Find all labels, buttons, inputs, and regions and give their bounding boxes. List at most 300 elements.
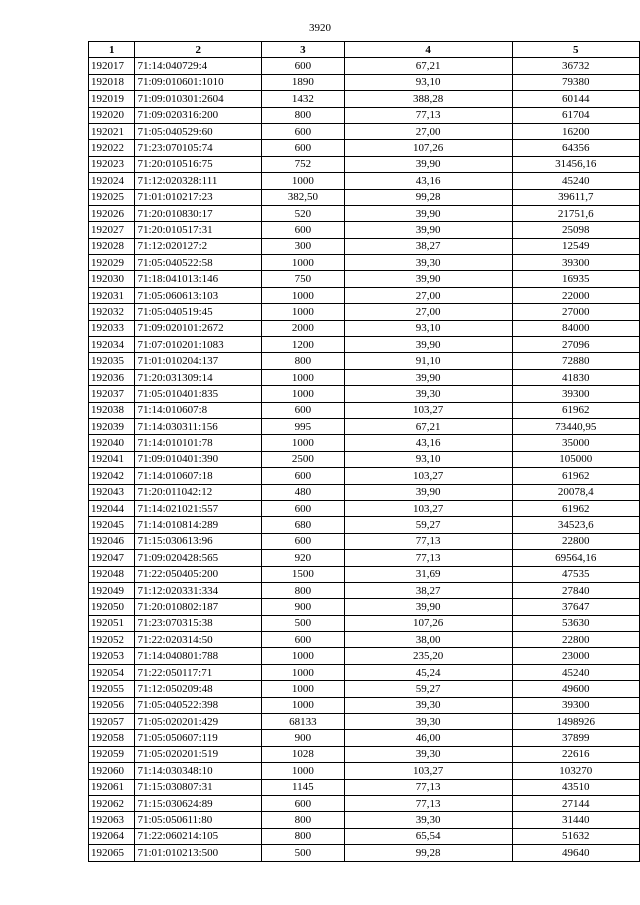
table-row [89, 484, 640, 500]
amount-value-cell: 22800 [512, 632, 639, 648]
table-row [89, 730, 640, 746]
rate-value-cell: 39,90 [344, 484, 512, 500]
amount-value-cell: 61962 [512, 402, 639, 418]
area-value-cell: 1000 [262, 664, 344, 680]
rate-value-cell: 99,28 [344, 189, 512, 205]
record-number-cell: 192026 [89, 205, 135, 221]
column-header-3: 3 [262, 42, 344, 58]
table-row [89, 304, 640, 320]
cadastral-number-cell: 71:14:010607:18 [135, 468, 262, 484]
cadastral-number-cell: 71:01:010204:137 [135, 353, 262, 369]
amount-value-cell: 37899 [512, 730, 639, 746]
rate-value-cell: 77,13 [344, 107, 512, 123]
rate-value-cell: 39,30 [344, 697, 512, 713]
rate-value-cell: 388,28 [344, 91, 512, 107]
cadastral-number-cell: 71:09:010301:2604 [135, 91, 262, 107]
record-number-cell: 192032 [89, 304, 135, 320]
amount-value-cell: 35000 [512, 435, 639, 451]
cadastral-number-cell: 71:09:020316:200 [135, 107, 262, 123]
rate-value-cell: 99,28 [344, 845, 512, 861]
area-value-cell: 1000 [262, 386, 344, 402]
cadastral-number-cell: 71:05:040519:45 [135, 304, 262, 320]
cadastral-number-cell: 71:05:010401:835 [135, 386, 262, 402]
record-number-cell: 192020 [89, 107, 135, 123]
cadastral-number-cell: 71:12:050209:48 [135, 681, 262, 697]
rate-value-cell: 39,30 [344, 812, 512, 828]
record-number-cell: 192021 [89, 123, 135, 139]
rate-value-cell: 39,90 [344, 156, 512, 172]
amount-value-cell: 61962 [512, 500, 639, 516]
record-number-cell: 192061 [89, 779, 135, 795]
rate-value-cell: 39,90 [344, 369, 512, 385]
cadastral-number-cell: 71:20:011042:12 [135, 484, 262, 500]
rate-value-cell: 27,00 [344, 304, 512, 320]
table-row [89, 369, 640, 385]
amount-value-cell: 49600 [512, 681, 639, 697]
record-number-cell: 192034 [89, 337, 135, 353]
cadastral-number-cell: 71:22:050405:200 [135, 566, 262, 582]
area-value-cell: 2000 [262, 320, 344, 336]
area-value-cell: 1000 [262, 369, 344, 385]
cadastral-number-cell: 71:20:010517:31 [135, 222, 262, 238]
amount-value-cell: 25098 [512, 222, 639, 238]
record-number-cell: 192056 [89, 697, 135, 713]
table-row [89, 451, 640, 467]
cadastral-number-cell: 71:05:040529:60 [135, 123, 262, 139]
amount-value-cell: 39611,7 [512, 189, 639, 205]
cadastral-number-cell: 71:15:030613:96 [135, 533, 262, 549]
rate-value-cell: 31,69 [344, 566, 512, 582]
table-row [89, 435, 640, 451]
table-row [89, 353, 640, 369]
cadastral-number-cell: 71:09:020428:565 [135, 550, 262, 566]
rate-value-cell: 77,13 [344, 550, 512, 566]
amount-value-cell: 72880 [512, 353, 639, 369]
record-number-cell: 192063 [89, 812, 135, 828]
cadastral-number-cell: 71:01:010213:500 [135, 845, 262, 861]
cadastral-number-cell: 71:09:010601:1010 [135, 74, 262, 90]
record-number-cell: 192036 [89, 369, 135, 385]
table-row [89, 107, 640, 123]
area-value-cell: 600 [262, 123, 344, 139]
amount-value-cell: 36732 [512, 58, 639, 74]
area-value-cell: 600 [262, 795, 344, 811]
record-number-cell: 192047 [89, 550, 135, 566]
area-value-cell: 1000 [262, 304, 344, 320]
column-header-4: 4 [344, 42, 512, 58]
record-number-cell: 192027 [89, 222, 135, 238]
area-value-cell: 600 [262, 500, 344, 516]
cadastral-number-cell: 71:22:050117:71 [135, 664, 262, 680]
area-value-cell: 800 [262, 353, 344, 369]
table-row [89, 238, 640, 254]
amount-value-cell: 1498926 [512, 714, 639, 730]
amount-value-cell: 39300 [512, 255, 639, 271]
rate-value-cell: 39,90 [344, 205, 512, 221]
table-row [89, 189, 640, 205]
cadastral-number-cell: 71:14:030311:156 [135, 418, 262, 434]
area-value-cell: 920 [262, 550, 344, 566]
record-number-cell: 192043 [89, 484, 135, 500]
table-row [89, 418, 640, 434]
table-row [89, 517, 640, 533]
amount-value-cell: 60144 [512, 91, 639, 107]
table-row [89, 123, 640, 139]
amount-value-cell: 105000 [512, 451, 639, 467]
area-value-cell: 1000 [262, 697, 344, 713]
rate-value-cell: 107,26 [344, 140, 512, 156]
record-number-cell: 192046 [89, 533, 135, 549]
table-row [89, 714, 640, 730]
table-row [89, 386, 640, 402]
rate-value-cell: 93,10 [344, 451, 512, 467]
record-number-cell: 192033 [89, 320, 135, 336]
amount-value-cell: 39300 [512, 697, 639, 713]
area-value-cell: 382,50 [262, 189, 344, 205]
record-number-cell: 192060 [89, 763, 135, 779]
table-row [89, 795, 640, 811]
area-value-cell: 500 [262, 615, 344, 631]
record-number-cell: 192031 [89, 287, 135, 303]
table-row [89, 582, 640, 598]
record-number-cell: 192042 [89, 468, 135, 484]
table-row [89, 402, 640, 418]
cadastral-number-cell: 71:14:010814:289 [135, 517, 262, 533]
amount-value-cell: 31440 [512, 812, 639, 828]
amount-value-cell: 69564,16 [512, 550, 639, 566]
area-value-cell: 600 [262, 533, 344, 549]
record-number-cell: 192054 [89, 664, 135, 680]
table-row [89, 828, 640, 844]
amount-value-cell: 22000 [512, 287, 639, 303]
cadastral-number-cell: 71:20:031309:14 [135, 369, 262, 385]
amount-value-cell: 43510 [512, 779, 639, 795]
rate-value-cell: 103,27 [344, 500, 512, 516]
area-value-cell: 900 [262, 599, 344, 615]
rate-value-cell: 77,13 [344, 795, 512, 811]
table-row [89, 697, 640, 713]
cadastral-number-cell: 71:23:070105:74 [135, 140, 262, 156]
cadastral-number-cell: 71:09:010401:390 [135, 451, 262, 467]
amount-value-cell: 12549 [512, 238, 639, 254]
cadastral-number-cell: 71:20:010802:187 [135, 599, 262, 615]
table-row [89, 140, 640, 156]
table-row [89, 533, 640, 549]
record-number-cell: 192035 [89, 353, 135, 369]
area-value-cell: 1000 [262, 287, 344, 303]
amount-value-cell: 79380 [512, 74, 639, 90]
cadastral-number-cell: 71:14:021021:557 [135, 500, 262, 516]
rate-value-cell: 43,16 [344, 173, 512, 189]
area-value-cell: 1000 [262, 255, 344, 271]
rate-value-cell: 38,27 [344, 582, 512, 598]
rate-value-cell: 45,24 [344, 664, 512, 680]
rate-value-cell: 93,10 [344, 74, 512, 90]
area-value-cell: 300 [262, 238, 344, 254]
record-number-cell: 192039 [89, 418, 135, 434]
record-number-cell: 192030 [89, 271, 135, 287]
record-number-cell: 192017 [89, 58, 135, 74]
rate-value-cell: 27,00 [344, 287, 512, 303]
record-number-cell: 192025 [89, 189, 135, 205]
table-row [89, 599, 640, 615]
rate-value-cell: 77,13 [344, 533, 512, 549]
table-row [89, 271, 640, 287]
table-row [89, 812, 640, 828]
amount-value-cell: 27840 [512, 582, 639, 598]
record-number-cell: 192040 [89, 435, 135, 451]
record-number-cell: 192029 [89, 255, 135, 271]
amount-value-cell: 39300 [512, 386, 639, 402]
record-number-cell: 192053 [89, 648, 135, 664]
table-row [89, 287, 640, 303]
area-value-cell: 800 [262, 107, 344, 123]
amount-value-cell: 103270 [512, 763, 639, 779]
area-value-cell: 1000 [262, 648, 344, 664]
table-row [89, 681, 640, 697]
amount-value-cell: 16200 [512, 123, 639, 139]
area-value-cell: 1145 [262, 779, 344, 795]
cadastral-number-cell: 71:05:020201:429 [135, 714, 262, 730]
cadastral-number-cell: 71:15:030807:31 [135, 779, 262, 795]
table-row [89, 58, 640, 74]
cadastral-number-cell: 71:14:010607:8 [135, 402, 262, 418]
data-table [88, 41, 640, 862]
record-number-cell: 192038 [89, 402, 135, 418]
amount-value-cell: 64356 [512, 140, 639, 156]
amount-value-cell: 61962 [512, 468, 639, 484]
table-row [89, 632, 640, 648]
record-number-cell: 192044 [89, 500, 135, 516]
area-value-cell: 800 [262, 828, 344, 844]
table-row [89, 91, 640, 107]
amount-value-cell: 20078,4 [512, 484, 639, 500]
table-row [89, 222, 640, 238]
amount-value-cell: 53630 [512, 615, 639, 631]
cadastral-number-cell: 71:05:040522:58 [135, 255, 262, 271]
amount-value-cell: 61704 [512, 107, 639, 123]
area-value-cell: 900 [262, 730, 344, 746]
cadastral-number-cell: 71:14:030348:10 [135, 763, 262, 779]
rate-value-cell: 38,00 [344, 632, 512, 648]
cadastral-number-cell: 71:12:020127:2 [135, 238, 262, 254]
area-value-cell: 995 [262, 418, 344, 434]
record-number-cell: 192019 [89, 91, 135, 107]
cadastral-number-cell: 71:01:010217:23 [135, 189, 262, 205]
cadastral-number-cell: 71:09:020101:2672 [135, 320, 262, 336]
area-value-cell: 1500 [262, 566, 344, 582]
rate-value-cell: 39,30 [344, 386, 512, 402]
table-row [89, 550, 640, 566]
record-number-cell: 192037 [89, 386, 135, 402]
area-value-cell: 500 [262, 845, 344, 861]
area-value-cell: 1200 [262, 337, 344, 353]
amount-value-cell: 22616 [512, 746, 639, 762]
cadastral-number-cell: 71:12:020328:111 [135, 173, 262, 189]
table-row [89, 566, 640, 582]
cadastral-number-cell: 71:05:050611:80 [135, 812, 262, 828]
amount-value-cell: 84000 [512, 320, 639, 336]
record-number-cell: 192057 [89, 714, 135, 730]
area-value-cell: 600 [262, 402, 344, 418]
rate-value-cell: 103,27 [344, 468, 512, 484]
area-value-cell: 600 [262, 140, 344, 156]
cadastral-number-cell: 71:05:020201:519 [135, 746, 262, 762]
cadastral-number-cell: 71:22:020314:50 [135, 632, 262, 648]
amount-value-cell: 41830 [512, 369, 639, 385]
table-row [89, 337, 640, 353]
record-number-cell: 192049 [89, 582, 135, 598]
rate-value-cell: 46,00 [344, 730, 512, 746]
page-number: 3920 [309, 22, 331, 34]
rate-value-cell: 65,54 [344, 828, 512, 844]
area-value-cell: 600 [262, 468, 344, 484]
area-value-cell: 520 [262, 205, 344, 221]
record-number-cell: 192028 [89, 238, 135, 254]
rate-value-cell: 39,90 [344, 337, 512, 353]
area-value-cell: 1028 [262, 746, 344, 762]
table-row [89, 74, 640, 90]
area-value-cell: 1432 [262, 91, 344, 107]
cadastral-number-cell: 71:15:030624:89 [135, 795, 262, 811]
table-row [89, 845, 640, 861]
area-value-cell: 600 [262, 632, 344, 648]
area-value-cell: 2500 [262, 451, 344, 467]
cadastral-number-cell: 71:05:040522:398 [135, 697, 262, 713]
area-value-cell: 800 [262, 812, 344, 828]
rate-value-cell: 39,90 [344, 599, 512, 615]
area-value-cell: 752 [262, 156, 344, 172]
cadastral-number-cell: 71:20:010830:17 [135, 205, 262, 221]
amount-value-cell: 34523,6 [512, 517, 639, 533]
cadastral-number-cell: 71:20:010516:75 [135, 156, 262, 172]
table-row [89, 615, 640, 631]
cadastral-number-cell: 71:22:060214:105 [135, 828, 262, 844]
amount-value-cell: 16935 [512, 271, 639, 287]
rate-value-cell: 91,10 [344, 353, 512, 369]
table-row [89, 664, 640, 680]
cadastral-number-cell: 71:18:041013:146 [135, 271, 262, 287]
record-number-cell: 192051 [89, 615, 135, 631]
amount-value-cell: 37647 [512, 599, 639, 615]
area-value-cell: 1890 [262, 74, 344, 90]
area-value-cell: 480 [262, 484, 344, 500]
rate-value-cell: 39,90 [344, 222, 512, 238]
rate-value-cell: 43,16 [344, 435, 512, 451]
amount-value-cell: 27144 [512, 795, 639, 811]
cadastral-number-cell: 71:07:010201:1083 [135, 337, 262, 353]
record-number-cell: 192065 [89, 845, 135, 861]
table-row [89, 255, 640, 271]
rate-value-cell: 27,00 [344, 123, 512, 139]
cadastral-number-cell: 71:14:040801:788 [135, 648, 262, 664]
rate-value-cell: 59,27 [344, 681, 512, 697]
record-number-cell: 192064 [89, 828, 135, 844]
amount-value-cell: 21751,6 [512, 205, 639, 221]
rate-value-cell: 39,30 [344, 746, 512, 762]
record-number-cell: 192055 [89, 681, 135, 697]
area-value-cell: 600 [262, 58, 344, 74]
rate-value-cell: 235,20 [344, 648, 512, 664]
amount-value-cell: 73440,95 [512, 418, 639, 434]
record-number-cell: 192023 [89, 156, 135, 172]
area-value-cell: 68133 [262, 714, 344, 730]
area-value-cell: 600 [262, 222, 344, 238]
record-number-cell: 192041 [89, 451, 135, 467]
rate-value-cell: 39,30 [344, 714, 512, 730]
rate-value-cell: 77,13 [344, 779, 512, 795]
cadastral-number-cell: 71:05:050607:119 [135, 730, 262, 746]
rate-value-cell: 67,21 [344, 58, 512, 74]
record-number-cell: 192058 [89, 730, 135, 746]
rate-value-cell: 93,10 [344, 320, 512, 336]
table-row [89, 320, 640, 336]
record-number-cell: 192048 [89, 566, 135, 582]
table-row [89, 173, 640, 189]
record-number-cell: 192052 [89, 632, 135, 648]
table-row [89, 648, 640, 664]
amount-value-cell: 47535 [512, 566, 639, 582]
rate-value-cell: 59,27 [344, 517, 512, 533]
cadastral-number-cell: 71:12:020331:334 [135, 582, 262, 598]
rate-value-cell: 103,27 [344, 763, 512, 779]
area-value-cell: 750 [262, 271, 344, 287]
rate-value-cell: 38,27 [344, 238, 512, 254]
record-number-cell: 192024 [89, 173, 135, 189]
amount-value-cell: 27000 [512, 304, 639, 320]
table-row [89, 763, 640, 779]
table-row [89, 746, 640, 762]
table-header [89, 42, 640, 58]
amount-value-cell: 23000 [512, 648, 639, 664]
table-row [89, 468, 640, 484]
amount-value-cell: 49640 [512, 845, 639, 861]
area-value-cell: 1000 [262, 763, 344, 779]
table-body [89, 58, 640, 861]
rate-value-cell: 107,26 [344, 615, 512, 631]
area-value-cell: 1000 [262, 681, 344, 697]
amount-value-cell: 31456,16 [512, 156, 639, 172]
area-value-cell: 680 [262, 517, 344, 533]
amount-value-cell: 45240 [512, 664, 639, 680]
area-value-cell: 1000 [262, 173, 344, 189]
record-number-cell: 192018 [89, 74, 135, 90]
table-row [89, 156, 640, 172]
amount-value-cell: 22800 [512, 533, 639, 549]
record-number-cell: 192050 [89, 599, 135, 615]
column-header-1: 1 [89, 42, 135, 58]
column-header-5: 5 [512, 42, 639, 58]
rate-value-cell: 39,30 [344, 255, 512, 271]
column-header-2: 2 [135, 42, 262, 58]
cadastral-number-cell: 71:05:060613:103 [135, 287, 262, 303]
record-number-cell: 192062 [89, 795, 135, 811]
amount-value-cell: 45240 [512, 173, 639, 189]
amount-value-cell: 51632 [512, 828, 639, 844]
rate-value-cell: 103,27 [344, 402, 512, 418]
cadastral-number-cell: 71:23:070315:38 [135, 615, 262, 631]
header-row [89, 42, 640, 58]
rate-value-cell: 67,21 [344, 418, 512, 434]
table-row [89, 779, 640, 795]
amount-value-cell: 27096 [512, 337, 639, 353]
table-row [89, 205, 640, 221]
rate-value-cell: 39,90 [344, 271, 512, 287]
record-number-cell: 192022 [89, 140, 135, 156]
record-number-cell: 192045 [89, 517, 135, 533]
table-row [89, 500, 640, 516]
area-value-cell: 1000 [262, 435, 344, 451]
